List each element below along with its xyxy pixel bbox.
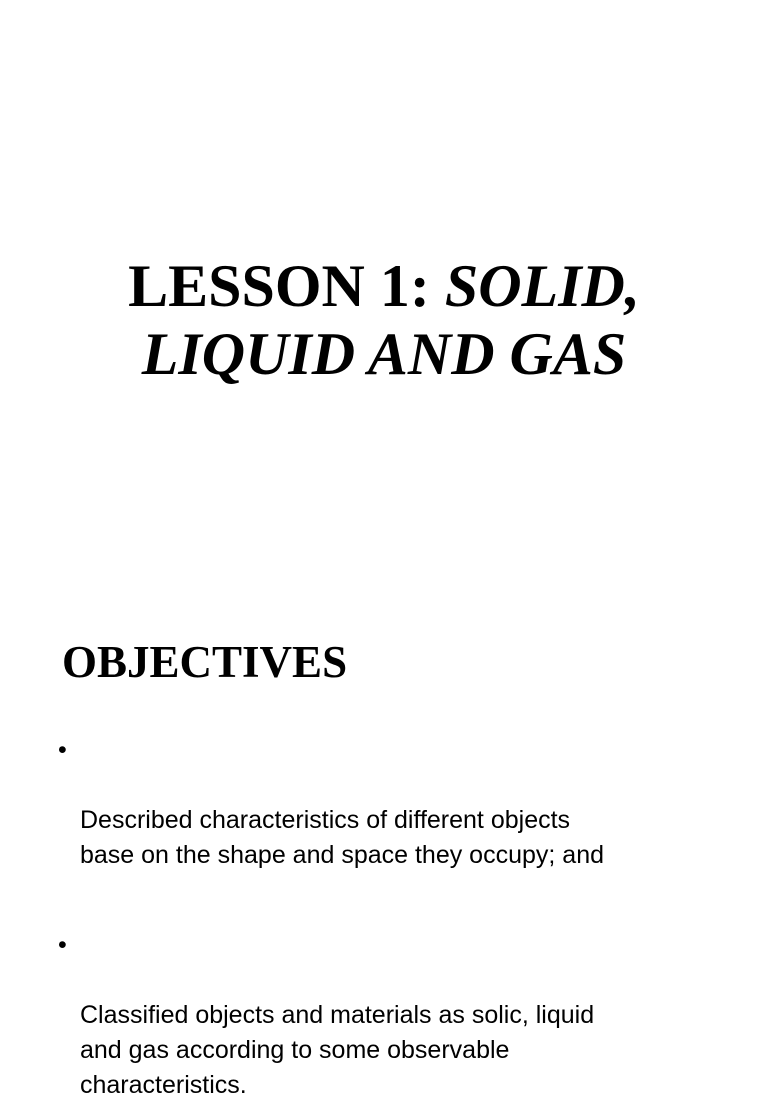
bullet-icon: • — [58, 736, 67, 764]
lesson-title-line-1 — [0, 252, 768, 320]
objectives-heading: OBJECTIVES — [62, 637, 348, 687]
objective-item — [58, 928, 738, 1103]
objectives-list — [58, 733, 738, 1103]
bullet-icon: • — [58, 931, 67, 959]
lesson-title — [0, 252, 768, 388]
lesson-topic-part-2: LIQUID AND GAS — [141, 321, 627, 387]
objective-text: Described characteristics of different objects base on the shape and space they occupy; and — [80, 806, 604, 869]
lesson-number: LESSON 1 — [128, 253, 410, 319]
lesson-topic-part-1: SOLID, — [444, 253, 640, 319]
title-colon: : — [409, 253, 445, 319]
objective-text: Classified objects and materials as solic, liquid and gas according to some observable characteristics. — [80, 1001, 595, 1099]
objective-item — [58, 733, 738, 873]
